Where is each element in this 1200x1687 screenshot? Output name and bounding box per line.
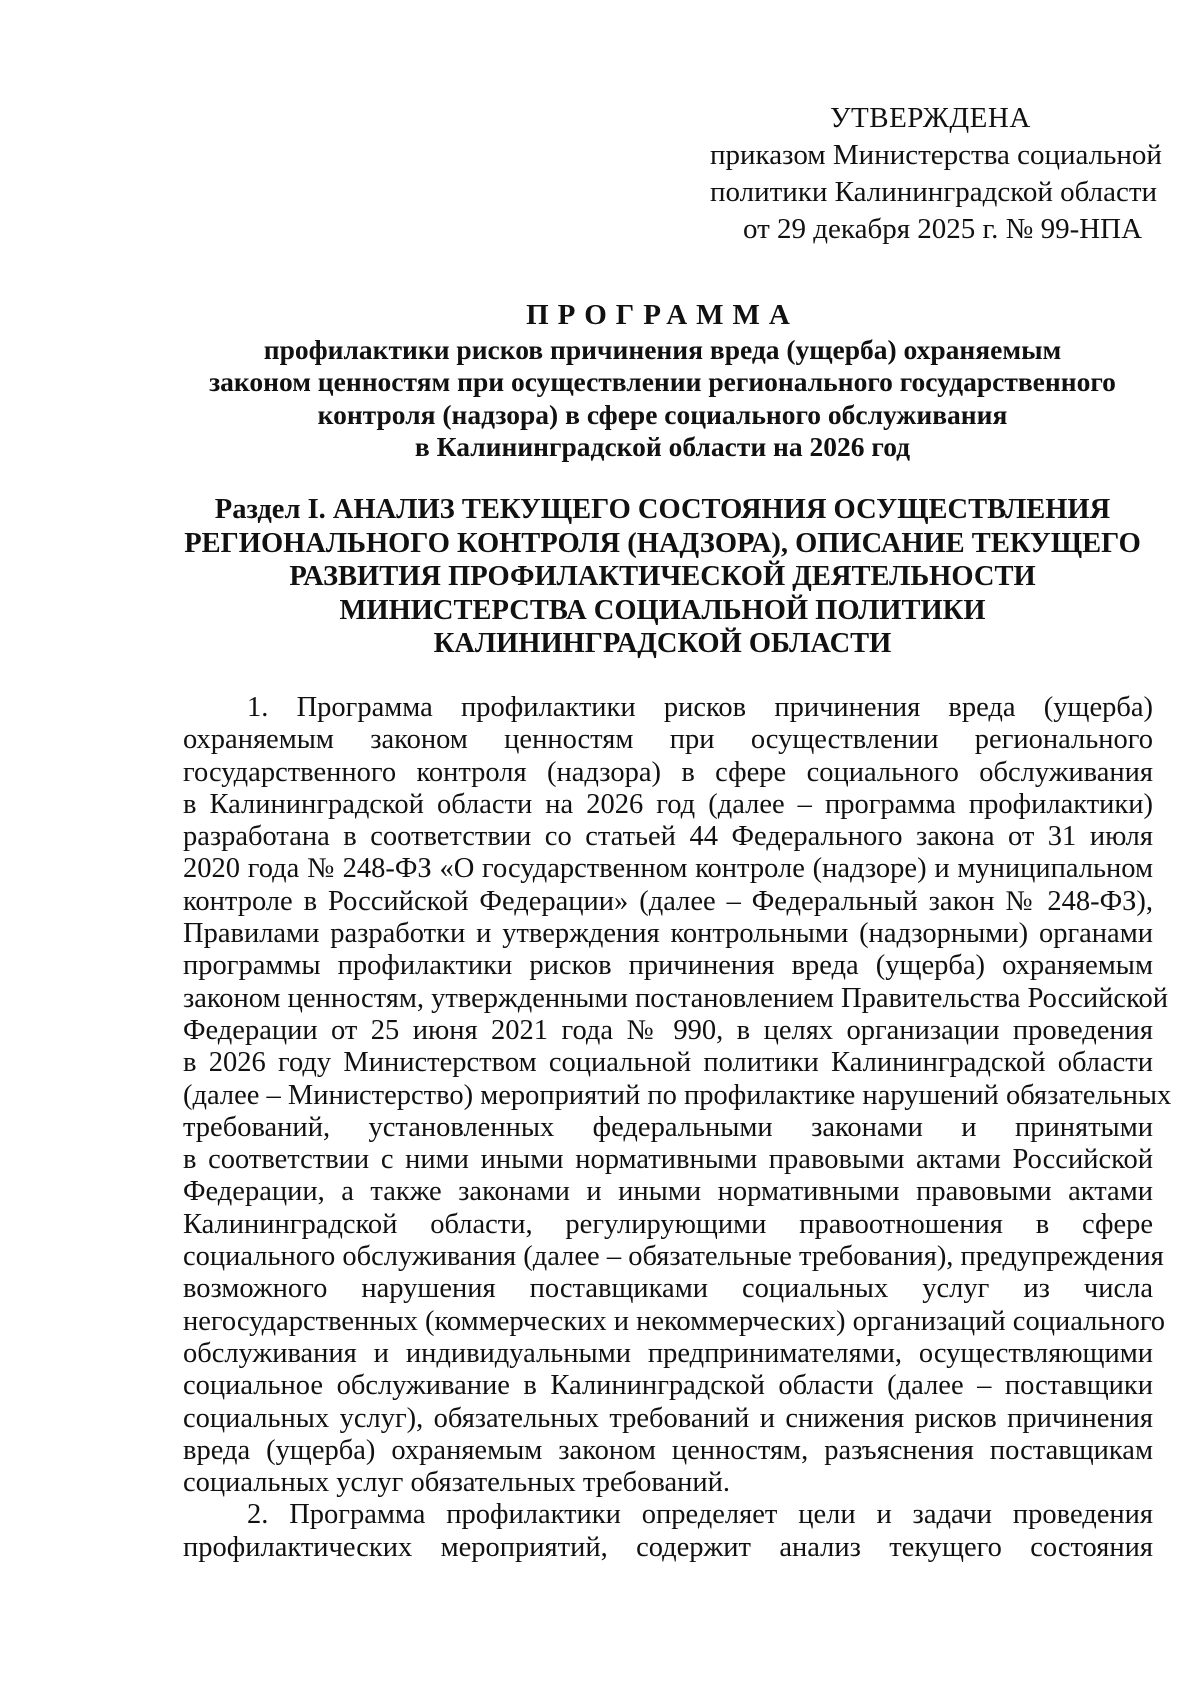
paragraph-1-line: 1. Программа профилактики рисков причинения вреда (ущерба) (247, 692, 1153, 723)
paragraph-1-line: социальных услуг обязательных требований. (183, 1467, 730, 1499)
paragraph-1-line: возможного нарушения поставщиками социальных услуг из числа (183, 1273, 1153, 1305)
paragraph-1-line: Федерации от 25 июня 2021 года № 990, в целях организации проведения (183, 1014, 1153, 1046)
paragraph-1-line: требований, установленных федеральными законами и принятыми (183, 1111, 1153, 1143)
paragraph-1-line: Федерации, а также законами и иными нормативными правовыми актами (183, 1176, 1153, 1208)
paragraph-1-line: в 2026 году Министерством социальной политики Калининградской области (183, 1047, 1153, 1079)
approval-order-line-2: политики Калининградской области (710, 176, 1158, 208)
paragraph-1-line: социальное обслуживание в Калининградской области (далее – поставщики (183, 1370, 1153, 1402)
approval-order-line-1: приказом Министерства социальной (710, 139, 1162, 171)
paragraph-1-line: охраняемым законом ценностям при осуществлении регионального (183, 724, 1153, 756)
paragraph-1-line: законом ценностям, утвержденными постановлением Правительства Российской (183, 982, 1168, 1014)
program-title-line: в Калининградской области на 2026 год (414, 431, 911, 462)
paragraph-1-line: (далее – Министерство) мероприятий по профилактике нарушений обязательных (183, 1079, 1172, 1111)
paragraph-2-line: 2. Программа профилактики определяет цели и задачи проведения (247, 1499, 1153, 1531)
paragraph-1-line: государственного контроля (надзора) в сфере социального обслуживания (183, 756, 1153, 788)
section-heading-line: РЕГИОНАЛЬНОГО КОНТРОЛЯ (НАДЗОРА), ОПИСАНИЕ ТЕКУЩЕГО (184, 527, 1141, 559)
paragraph-1-line: в соответствии с ними иными нормативными правовыми актами Российской (183, 1144, 1153, 1176)
section-heading-line: КАЛИНИНГРАДСКОЙ ОБЛАСТИ (433, 628, 892, 659)
paragraph-1-line: вреда (ущерба) охраняемым законом ценностям, разъяснения поставщикам (183, 1434, 1153, 1466)
paragraph-1-line: контроле в Российской Федерации» (далее – Федеральный закон № 248-ФЗ), (183, 885, 1153, 917)
program-title-line: контроля (надзора) в сфере социального обслуживания (317, 398, 1008, 430)
paragraph-1-line: программы профилактики рисков причинения вреда (ущерба) охраняемым (183, 950, 1153, 982)
paragraph-1-line: Калининградской области, регулирующими правоотношения в сфере (183, 1208, 1153, 1240)
paragraph-1-line: социального обслуживания (далее – обязательные требования), предупреждения (183, 1241, 1164, 1273)
paragraph-1-line: 2020 года № 248-ФЗ «О государственном контроле (надзоре) и муниципальном (183, 853, 1153, 885)
paragraph-1-line: социальных услуг), обязательных требований и снижения рисков причинения (183, 1402, 1153, 1434)
approval-stamp (710, 100, 1162, 248)
body-text (183, 692, 1172, 1564)
section-heading (160, 493, 1165, 661)
paragraph-1-line: обслуживания и индивидуальными предпринимателями, осуществляющими (183, 1337, 1153, 1369)
approval-heading: УТВЕРЖДЕНА (830, 102, 1031, 134)
section-heading-line: Раздел I. АНАЛИЗ ТЕКУЩЕГО СОСТОЯНИЯ ОСУЩЕСТВЛЕНИЯ (214, 494, 1111, 525)
program-title-line: профилактики рисков причинения вреда (ущерба) охраняемым (263, 333, 1062, 365)
paragraph-1-line: разработана в соответствии со статьей 44 Федерального закона от 31 июля (183, 821, 1153, 853)
paragraph-1-line: Правилами разработки и утверждения контрольными (надзорными) органами (183, 918, 1153, 950)
program-heading: ПРОГРАММА (526, 299, 799, 331)
section-heading-line: РАЗВИТИЯ ПРОФИЛАКТИЧЕСКОЙ ДЕЯТЕЛЬНОСТИ (289, 561, 1036, 592)
paragraph-2-line: профилактических мероприятий, содержит анализ текущего состояния (183, 1531, 1153, 1563)
section-heading-line: МИНИСТЕРСТВА СОЦИАЛЬНОЙ ПОЛИТИКИ (339, 594, 986, 626)
paragraph-1-line: в Калининградской области на 2026 год (далее – программа профилактики) (183, 788, 1153, 820)
program-title (160, 299, 1165, 464)
paragraph-1-line: негосударственных (коммерческих и некоммерческих) организаций социального (183, 1305, 1166, 1337)
approval-order-date: от 29 декабря 2025 г. № 99-НПА (743, 213, 1143, 245)
program-title-line: законом ценностям при осуществлении регионального государственного (209, 366, 1116, 397)
